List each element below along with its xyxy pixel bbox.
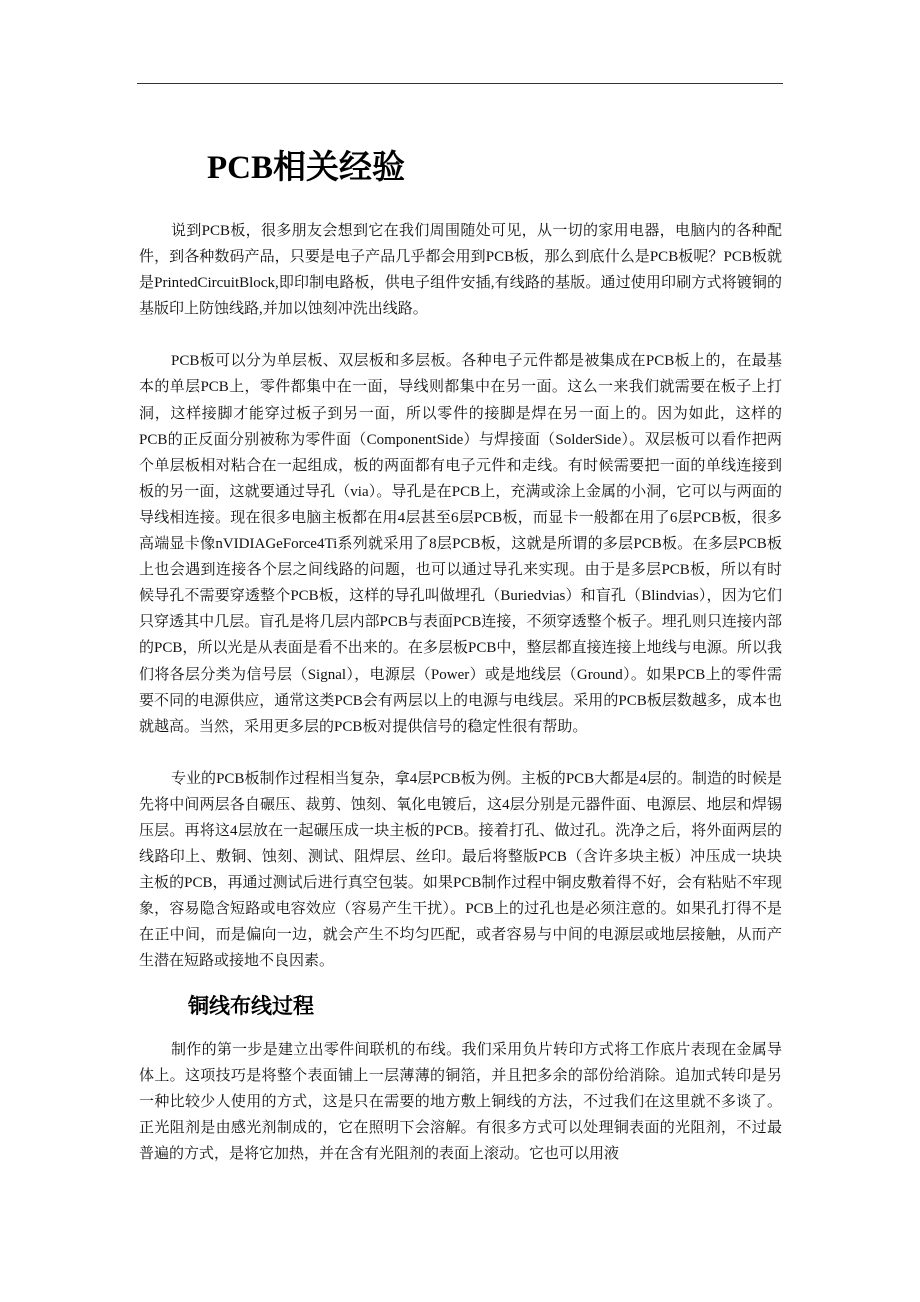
- paragraph-copper-routing: 制作的第一步是建立出零件间联机的布线。我们采用负片转印方式将工作底片表现在金属导体上。这项技巧是将整个表面铺上一层薄薄的铜箔，并且把多余的部份给消除。追加式转印是另一种比较少人使用的方式，这是只在需要的地方敷上铜线的方法，不过我们在这里就不多谈了。正光阻剂是由感光剂制成的，它在照明下会溶解。有很多方式可以处理铜表面的光阻剂，不过最普遍的方式，是将它加热，并在含有光阻剂的表面上滚动。它也可以用液: [139, 1041, 782, 1162]
- section-heading-copper-routing: 铜线布线过程: [188, 993, 314, 1018]
- paragraph-intro: 说到PCB板，很多朋友会想到它在我们周围随处可见，从一切的家用电器，电脑内的各种配件，到各种数码产品，只要是电子产品几乎都会用到PCB板，那么到底什么是PCB板呢？PCB板就是PrintedCircuitBlock,即印制电路板，供电子组件安插,有线路的基版。通过使用印刷方式将镀铜的基版印上防蚀线路,并加以蚀刻冲洗出线路。: [139, 223, 782, 318]
- header-rule: [137, 83, 783, 84]
- document-body: [139, 218, 782, 1167]
- paragraph-gap: [139, 740, 782, 766]
- paragraph-process: 专业的PCB板制作过程相当复杂，拿4层PCB板为例。主板的PCB大都是4层的。制造的时候是先将中间两层各自碾压、裁剪、蚀刻、氧化电镀后，这4层分别是元器件面、电源层、地层和焊锡压层。再将这4层放在一起碾压成一块主板的PCB。接着打孔、做过孔。洗净之后，将外面两层的线路印上、敷铜、蚀刻、测试、阻焊层、丝印。最后将整版PCB（含许多块主板）冲压成一块块主板的PCB，再通过测试后进行真空包装。如果PCB制作过程中铜皮敷着得不好，会有粘贴不牢现象，容易隐含短路或电容效应（容易产生干扰）。PCB上的过孔也是必须注意的。如果孔打得不是在正中间，而是偏向一边，就会产生不均匀匹配，或者容易与中间的电源层或地层接触，从而产生潜在短路或接地不良因素。: [139, 770, 782, 970]
- paragraph-layers: PCB板可以分为单层板、双层板和多层板。各种电子元件都是被集成在PCB板上的，在最基本的单层PCB上，零件都集中在一面，导线则都集中在另一面。这么一来我们就需要在板子上打洞，这样接脚才能穿过板子到另一面，所以零件的接脚是焊在另一面上的。因为如此，这样的PCB的正反面分别被称为零件面（ComponentSide）与焊接面（SolderSide）。双层板可以看作把两个单层板相对粘合在一起组成，板的两面都有电子元件和走线。有时候需要把一面的单线连接到板的另一面，这就要通过导孔（via）。导孔是在PCB上，充满或涂上金属的小洞，它可以与两面的导线相连接。现在很多电脑主板都在用4层甚至6层PCB板，而显卡一般都在用了6层PCB板，很多高端显卡像nVIDIAGeForce4Ti系列就采用了8层PCB板，这就是所谓的多层PCB板。在多层PCB板上也会遇到连接各个层之间线路的问题，也可以通过导孔来实现。由于是多层PCB板，所以有时候导孔不需要穿透整个PCB板，这样的导孔叫做埋孔（Buriedvias）和盲孔（Blindvias），因为它们只穿透其中几层。盲孔是将几层内部PCB与表面PCB连接，不须穿透整个板子。埋孔则只连接内部的PCB，所以光是从表面是看不出来的。在多层板PCB中，整层都直接连接上地线与电源。所以我们将各层分类为信号层（Signal），电源层（Power）或是地线层（Ground）。如果PCB上的零件需要不同的电源供应，通常这类PCB会有两层以上的电源与电线层。采用的PCB板层数越多，成本也就越高。当然，采用更多层的PCB板对提供信号的稳定性很有帮助。: [139, 353, 782, 735]
- page-title: PCB相关经验: [207, 150, 405, 186]
- paragraph-gap: [139, 322, 782, 348]
